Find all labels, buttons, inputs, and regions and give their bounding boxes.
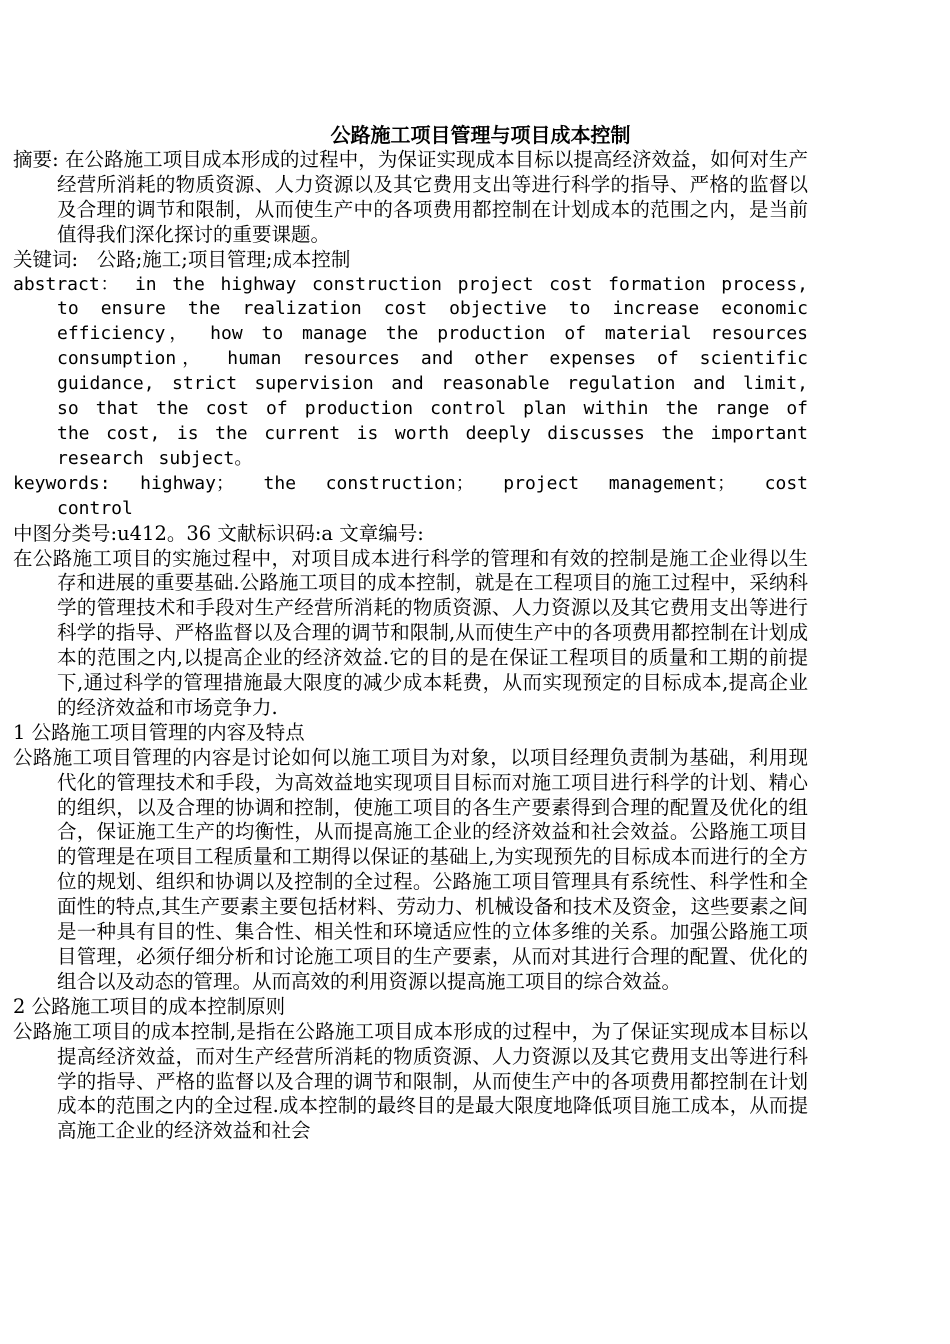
- section2-paragraph: 公路施工项目的成本控制,是指在公路施工项目成本形成的过程中，为了保证实现成本目标以提高经济效益，而对生产经营所消耗的物质资源、人力资源以及其它费用支出等进行科学的指导、严格的监督以及合理的调节和限制，从而使生产中的各项费用都控制在计划成本的范围之内的全过程.成本控制的最终目的是最大限度地降低项目施工成本，从而提高施工企业的经济效益和社会: [13, 1019, 808, 1143]
- keywords-cn-label: 关键词:: [13, 247, 79, 271]
- section1-paragraph: 公路施工项目管理的内容是讨论如何以施工项目为对象，以项目经理负责制为基础，利用现代化的管理技术和手段，为高效益地实现项目目标而对施工项目进行科学的计划、精心的组织，以及合理的协调和控制，使施工项目的各生产要素得到合理的配置及优化的组合，保证施工生产的均衡性，从而提高施工企业的经济效益和社会效益。公路施工项目的管理是在项目工程质量和工期得以保证的基础上,为实现预先的目标成本而进行的全方位的规划、组织和协调以及控制的全过程。公路施工项目管理具有系统性、科学性和全面性的特点,其生产要素主要包括材料、劳动力、机械设备和技术及资金，这些要素之间是一种具有目的性、集合性、相关性和环境适应性的立体多维的关系。加强公路施工项目管理，必须仔细分析和讨论施工项目的生产要素，从而对其进行合理的配置、优化的组合以及动态的管理。从而高效的利用资源以提高施工项目的综合效益。: [13, 745, 808, 993]
- abstract-cn-text: 在公路施工项目成本形成的过程中，为保证实现成本目标以提高经济效益，如何对生产经营所消耗的物质资源、人力资源以及其它费用支出等进行科学的指导、严格的监督以及合理的调节和限制，从而使生产中的各项费用都控制在计划成本的范围之内，是当前值得我们深化探讨的重要课题。: [57, 148, 808, 246]
- keywords-en-label: keywords:: [13, 472, 111, 494]
- section2-heading: 2 公路施工项目的成本控制原则: [13, 994, 286, 1018]
- intro-paragraph: 在公路施工项目的实施过程中，对项目成本进行科学的管理和有效的控制是施工企业得以生存和进展的重要基础.公路施工项目的成本控制，就是在工程项目的施工过程中，采纳科学的管理技术和手段对生产经营所消耗的物质资源、人力资源以及其它费用支出等进行科学的指导、严格监督以及合理的调节和限制,从而使生产中的各项费用都控制在计划成本的范围之内,以提高企业的经济效益.它的目的是在保证工程项目的质量和工期的前提下,通过科学的管理措施最大限度的减少成本耗费，从而实现预定的目标成本,提高企业的经济效益和市场竞争力.: [13, 546, 808, 719]
- classification-line: 中图分类号:u412。36 文献标识码:a 文章编号:: [13, 521, 424, 545]
- keywords-cn: [13, 248, 808, 273]
- abstract-en-text: in the highway construction project cost formation process, to ensure the realization cost objective to increase economic efficiency， how to manage the production of material resources consumption， human resources and other expenses of scientific guidance, strict supervision and reasonable regulation and limit, so that the cost of production control plan within the range of the cost, is the current is worth deeply discusses the important research subject。: [57, 273, 808, 469]
- abstract-cn-label: 摘要:: [13, 148, 59, 171]
- document-page: [13, 122, 808, 1144]
- abstract-en: [13, 273, 808, 472]
- abstract-cn: [13, 148, 808, 248]
- keywords-en: [13, 472, 808, 522]
- document-title: 公路施工项目管理与项目成本控制: [330, 123, 631, 147]
- abstract-en-label: abstract：: [13, 273, 120, 295]
- keywords-cn-text: 公路;施工;项目管理;成本控制: [96, 247, 351, 271]
- section1-heading: 1 公路施工项目管理的内容及特点: [13, 720, 305, 744]
- keywords-en-text: highway； the construction； project management； cost control: [57, 472, 808, 519]
